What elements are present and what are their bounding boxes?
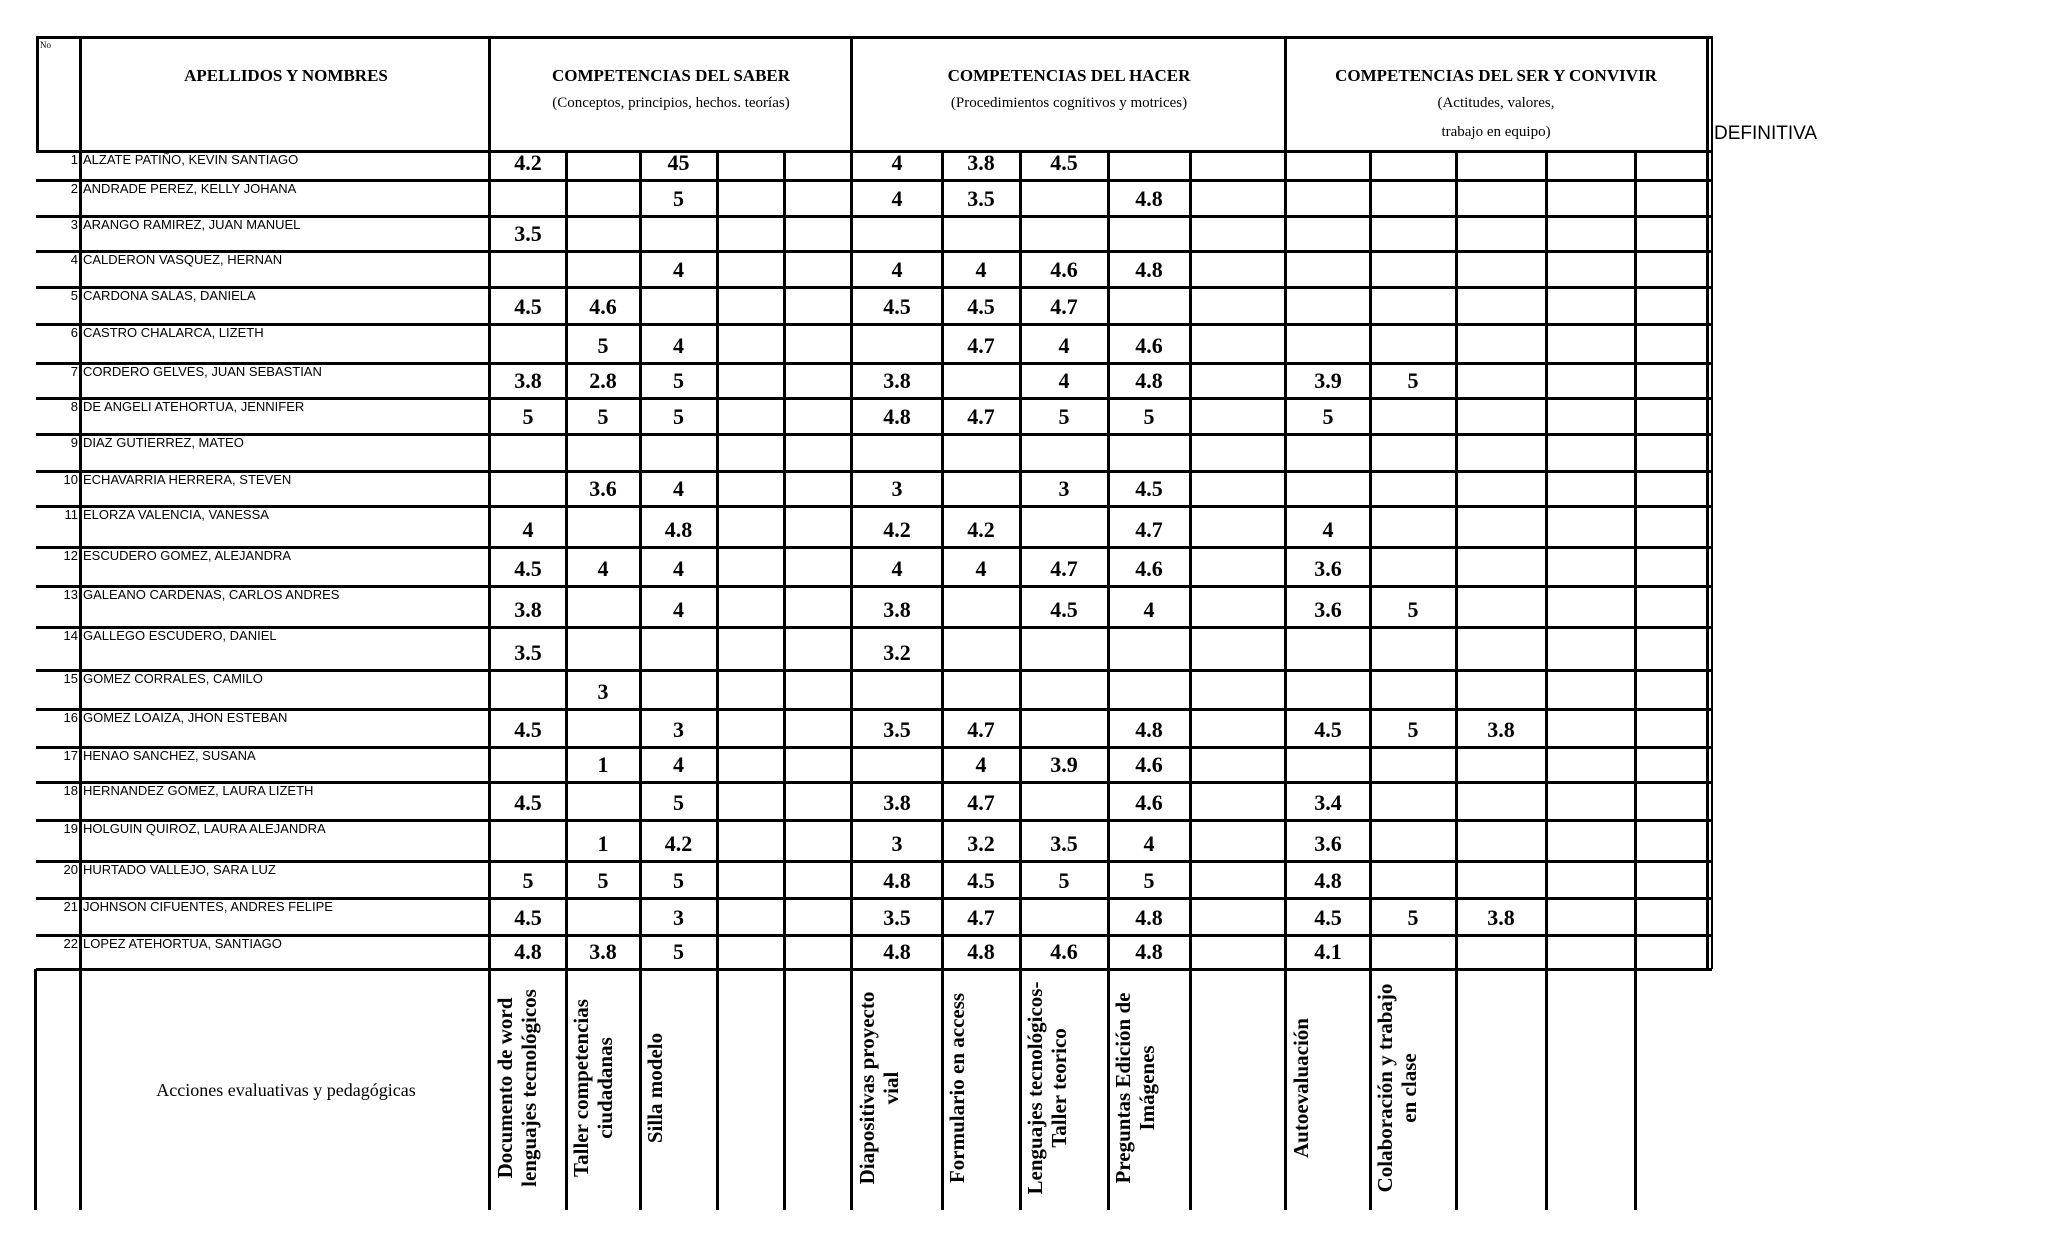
- student-name: ESCUDERO GOMEZ, ALEJANDRA: [83, 548, 292, 563]
- names-column-header: APELLIDOS Y NOMBRES: [184, 66, 388, 85]
- grade-cell: 4.8: [1135, 905, 1163, 930]
- grade-cell: 4.8: [883, 868, 911, 893]
- row-number: 14: [63, 628, 78, 643]
- grade-cell: 5: [1407, 597, 1419, 622]
- grid-line: [1189, 151, 1192, 1210]
- grade-cell: 5: [673, 186, 684, 211]
- activity-label: Colaboración y trabajo en clase: [1373, 983, 1421, 1193]
- grade-cell: 3.9: [1314, 368, 1342, 393]
- student-name: ANDRADE PEREZ, KELLY JOHANA: [83, 181, 297, 196]
- grade-cell: 1: [597, 831, 609, 856]
- grade-cell: 5: [673, 404, 684, 429]
- grade-cell: 4.6: [1135, 333, 1163, 358]
- grade-cell: 4.5: [967, 868, 995, 893]
- student-name: CASTRO CHALARCA, LIZETH: [83, 325, 264, 340]
- grade-cell: 4.8: [1314, 868, 1342, 893]
- grade-cell: 2.8: [589, 368, 617, 393]
- grade-cell: 3.8: [589, 939, 617, 964]
- grade-cell: 5: [1058, 404, 1070, 429]
- grade-cell: 3.8: [514, 597, 542, 622]
- grade-cell: 3.8: [883, 597, 911, 622]
- grade-cell: 4.7: [1050, 294, 1078, 319]
- grade-cell: 3.5: [883, 905, 911, 930]
- grade-cell: 4: [1143, 597, 1155, 622]
- ser-subtitle-2: trabajo en equipo): [1441, 124, 1551, 140]
- grid-line: [1284, 36, 1287, 1210]
- row-number: 11: [64, 507, 78, 522]
- grade-cell: 4.2: [967, 517, 995, 542]
- grade-cell: 3: [1058, 476, 1070, 501]
- grade-cell: 4.5: [514, 294, 542, 319]
- grade-cell: 4.5: [1135, 476, 1163, 501]
- student-name: GOMEZ CORRALES, CAMILO: [83, 671, 263, 686]
- grade-cell: 5: [1407, 368, 1419, 393]
- grade-cell: 4.2: [664, 831, 693, 856]
- ser-subtitle-1: (Actitudes, valores,: [1437, 95, 1555, 111]
- grade-cell: 4.8: [883, 404, 911, 429]
- grid-line: [36, 323, 1712, 326]
- row-number: 17: [63, 748, 78, 763]
- grade-cell: 4.2: [883, 517, 911, 542]
- grade-cell: 4.5: [514, 790, 542, 815]
- student-name: ECHAVARRIA HERRERA, STEVEN: [83, 472, 292, 487]
- grid-line: [79, 36, 82, 1210]
- grade-cell: 4.8: [883, 939, 911, 964]
- student-name: DE ANGELI ATEHORTUA, JENNIFER: [83, 399, 305, 414]
- grid-line: [1545, 151, 1548, 1210]
- grade-cell: 4.6: [1135, 790, 1163, 815]
- grade-cell: 5: [1143, 404, 1155, 429]
- grade-cell: 4.7: [1135, 517, 1163, 542]
- grid-line: [36, 250, 1712, 253]
- student-name: CARDONA SALAS, DANIELA: [83, 288, 256, 303]
- row-number: 5: [70, 288, 78, 303]
- grid-line: [1634, 151, 1637, 1210]
- grade-cell: 4.1: [1314, 939, 1342, 964]
- grade-cell: 3.9: [1050, 752, 1078, 777]
- number-column-header: No: [40, 40, 51, 50]
- grade-cell: 4.5: [514, 905, 542, 930]
- activity-label: Diapositivas proyecto vial: [855, 991, 903, 1185]
- saber-title: COMPETENCIAS DEL SABER: [551, 66, 791, 85]
- grade-cell: 4: [673, 333, 684, 358]
- grade-cell: 4: [891, 186, 903, 211]
- student-name: CALDERON VASQUEZ, HERNAN: [83, 252, 283, 267]
- grade-cell: 4: [891, 150, 903, 175]
- grade-cell: 5: [522, 868, 534, 893]
- grade-cell: 3.8: [967, 150, 995, 175]
- grade-cell: 3.6: [589, 476, 617, 501]
- grade-cell: 4: [1143, 831, 1155, 856]
- grade-cell: 4.7: [1050, 556, 1078, 581]
- grade-cell: 4: [673, 597, 684, 622]
- grade-cell: 4: [975, 257, 987, 282]
- grade-cell: 4: [975, 556, 987, 581]
- grade-cell: 4.8: [1135, 939, 1163, 964]
- grade-cell: 4.8: [1135, 717, 1163, 742]
- grade-cell: 5: [522, 404, 534, 429]
- grade-cell: 4.6: [1050, 257, 1078, 282]
- grade-cell: 4: [522, 517, 534, 542]
- activity-label: Autoevaluación: [1289, 1018, 1313, 1159]
- grade-cell: 4.5: [967, 294, 995, 319]
- row-number: 16: [63, 710, 78, 725]
- grade-cell: 4.6: [1050, 939, 1078, 964]
- grade-cell: 4.8: [664, 517, 693, 542]
- grade-cell: 4: [1322, 517, 1334, 542]
- grade-cell: 4: [891, 257, 903, 282]
- grade-cell: 3.2: [883, 640, 911, 665]
- grid-line: [36, 36, 39, 151]
- grade-cell: 4.7: [967, 717, 995, 742]
- grade-cell: 5: [1322, 404, 1334, 429]
- grid-line: [850, 36, 853, 1210]
- grade-cell: 4: [1058, 333, 1070, 358]
- grade-cell: 5: [673, 868, 684, 893]
- grade-cell: 3.5: [514, 221, 542, 246]
- grade-cell: 3: [891, 831, 903, 856]
- grade-cell: 5: [673, 790, 684, 815]
- grade-cell: 4.5: [883, 294, 911, 319]
- grade-cell: 3.6: [1314, 597, 1342, 622]
- ser-title: COMPETENCIAS DEL SER Y CONVIVIR: [1335, 66, 1657, 85]
- grade-cell: 5: [597, 404, 609, 429]
- grid-line: [36, 968, 1712, 971]
- grade-cell: 5: [597, 333, 609, 358]
- student-name: ARANGO RAMIREZ, JUAN MANUEL: [83, 217, 301, 232]
- grade-cell: 3.4: [1314, 790, 1342, 815]
- row-number: 13: [63, 587, 78, 602]
- grade-cell: 4: [673, 752, 684, 777]
- student-name: LOPEZ ATEHORTUA, SANTIAGO: [83, 936, 282, 951]
- grade-cell: 45: [667, 150, 690, 175]
- student-name: ELORZA VALENCIA, VANESSA: [83, 507, 269, 522]
- row-number: 6: [70, 325, 78, 340]
- row-number: 22: [63, 936, 78, 951]
- student-name: GALLEGO ESCUDERO, DANIEL: [83, 628, 277, 643]
- row-number: 10: [63, 472, 78, 487]
- row-number: 3: [70, 217, 78, 232]
- activity-label: Formulario en access: [945, 992, 969, 1184]
- grade-cell: 4: [975, 752, 987, 777]
- footer-label: Acciones evaluativas y pedagógicas: [156, 1080, 416, 1100]
- grade-cell: 4.8: [1135, 257, 1163, 282]
- row-number: 15: [63, 671, 78, 686]
- grid-line: [36, 860, 1712, 863]
- grid-line: [1706, 36, 1709, 969]
- grade-cell: 4: [673, 257, 684, 282]
- grade-cell: 4.6: [589, 294, 617, 319]
- row-number: 2: [70, 181, 78, 196]
- grade-cell: 5: [597, 868, 609, 893]
- row-number: 1: [70, 152, 78, 167]
- row-number: 4: [70, 252, 78, 267]
- row-number: 8: [70, 399, 78, 414]
- grade-cell: 4.7: [967, 790, 995, 815]
- grade-cell: 4: [673, 476, 684, 501]
- grade-cell: 5: [1058, 868, 1070, 893]
- student-name: GOMEZ LOAIZA, JHON ESTEBAN: [83, 710, 288, 725]
- grid-line: [1711, 36, 1713, 969]
- saber-subtitle: (Conceptos, principios, hechos. teorías): [552, 95, 790, 111]
- row-number: 18: [63, 783, 78, 798]
- grade-cell: 4.2: [514, 150, 542, 175]
- activity-label: Silla modelo: [643, 1032, 667, 1144]
- student-name: DIAZ GUTIERREZ, MATEO: [83, 435, 244, 450]
- definitiva-label: DEFINITIVA: [1714, 123, 1818, 144]
- grade-cell: 3.8: [1487, 905, 1515, 930]
- grid-line: [1455, 151, 1458, 1210]
- grade-cell: 3: [891, 476, 903, 501]
- grade-cell: 3.5: [883, 717, 911, 742]
- row-number: 21: [63, 899, 78, 914]
- grid-line: [36, 433, 1712, 436]
- grid-line: [36, 36, 1712, 39]
- grade-cell: 4.7: [967, 333, 995, 358]
- grade-cell: 4: [891, 556, 903, 581]
- grade-cell: 3.8: [1487, 717, 1515, 742]
- grid-line: [783, 151, 786, 1210]
- grade-cell: 4.7: [967, 905, 995, 930]
- row-number: 19: [63, 821, 78, 836]
- grade-cell: 4.8: [1135, 186, 1163, 211]
- activity-label: Taller competencias ciudadanas: [569, 999, 617, 1177]
- grid-line: [716, 151, 719, 1210]
- row-number: 20: [63, 862, 78, 877]
- student-name: HURTADO VALLEJO, SARA LUZ: [83, 862, 276, 877]
- grade-cell: 3.8: [883, 790, 911, 815]
- grade-cell: 5: [1407, 905, 1419, 930]
- activity-label: Lenguajes tecnológicos- Taller teorico: [1023, 981, 1071, 1195]
- grade-cell: 4.5: [1314, 717, 1342, 742]
- student-name: CORDERO GELVES, JUAN SEBASTIAN: [83, 364, 322, 379]
- student-name: JOHNSON CIFUENTES, ANDRES FELIPE: [83, 899, 333, 914]
- grid-line: [34, 969, 37, 1210]
- grade-cell: 3: [673, 717, 684, 742]
- grade-cell: 4.5: [514, 556, 542, 581]
- grade-cell: 5: [1143, 868, 1155, 893]
- activity-label: Documento de word lenguajes tecnológicos: [493, 989, 541, 1187]
- grade-cell: 3.5: [967, 186, 995, 211]
- grade-cell: 3.6: [1314, 831, 1342, 856]
- hacer-subtitle: (Procedimientos cognitivos y motrices): [950, 95, 1188, 111]
- student-name: HOLGUIN QUIROZ, LAURA ALEJANDRA: [83, 821, 326, 836]
- student-name: ALZATE PATIÑO, KEVIN SANTIAGO: [83, 152, 299, 167]
- grade-cell: 3: [597, 679, 609, 704]
- grade-cell: 4: [597, 556, 609, 581]
- grid-line: [36, 286, 1712, 289]
- grade-cell: 3.8: [514, 368, 542, 393]
- grade-cell: 4.8: [514, 939, 542, 964]
- grade-cell: 4.5: [1050, 150, 1078, 175]
- grade-cell: 3.5: [1050, 831, 1078, 856]
- grid-line: [36, 505, 1712, 508]
- student-name: HERNANDEZ GOMEZ, LAURA LIZETH: [83, 783, 314, 798]
- row-number: 12: [63, 548, 78, 563]
- grade-cell: 4.6: [1135, 752, 1163, 777]
- grade-cell: 3.6: [1314, 556, 1342, 581]
- grade-cell: 4.8: [1135, 368, 1163, 393]
- grade-cell: 5: [673, 939, 684, 964]
- grade-cell: 4: [1058, 368, 1070, 393]
- grade-cell: 4.5: [1314, 905, 1342, 930]
- row-number: 7: [70, 364, 78, 379]
- row-number: 9: [70, 435, 78, 450]
- student-name: HENAO SANCHEZ, SUSANA: [83, 748, 256, 763]
- grid-line: [1369, 151, 1372, 1210]
- grid-line: [36, 934, 1712, 937]
- grade-cell: 5: [673, 368, 684, 393]
- grade-cell: 1: [597, 752, 609, 777]
- student-name: GALEANO CARDENAS, CARLOS ANDRES: [83, 587, 340, 602]
- grade-cell: 4.5: [1050, 597, 1078, 622]
- grid-line: [36, 746, 1712, 749]
- grid-line: [488, 36, 491, 1210]
- grade-cell: 3.2: [967, 831, 995, 856]
- grid-line: [36, 669, 1712, 672]
- activity-label: Preguntas Edición de Imágenes: [1111, 992, 1159, 1184]
- grade-cell: 5: [1407, 717, 1419, 742]
- grade-cell: 3: [673, 905, 684, 930]
- hacer-title: COMPETENCIAS DEL HACER: [947, 66, 1191, 85]
- grade-cell: 3.5: [514, 640, 542, 665]
- grade-cell: 4.5: [514, 717, 542, 742]
- grade-cell: 4.7: [967, 404, 995, 429]
- grade-cell: 4.8: [967, 939, 995, 964]
- grade-cell: 4: [673, 556, 684, 581]
- grade-cell: 4.6: [1135, 556, 1163, 581]
- grade-cell: 3.8: [883, 368, 911, 393]
- grid-line: [36, 626, 1712, 629]
